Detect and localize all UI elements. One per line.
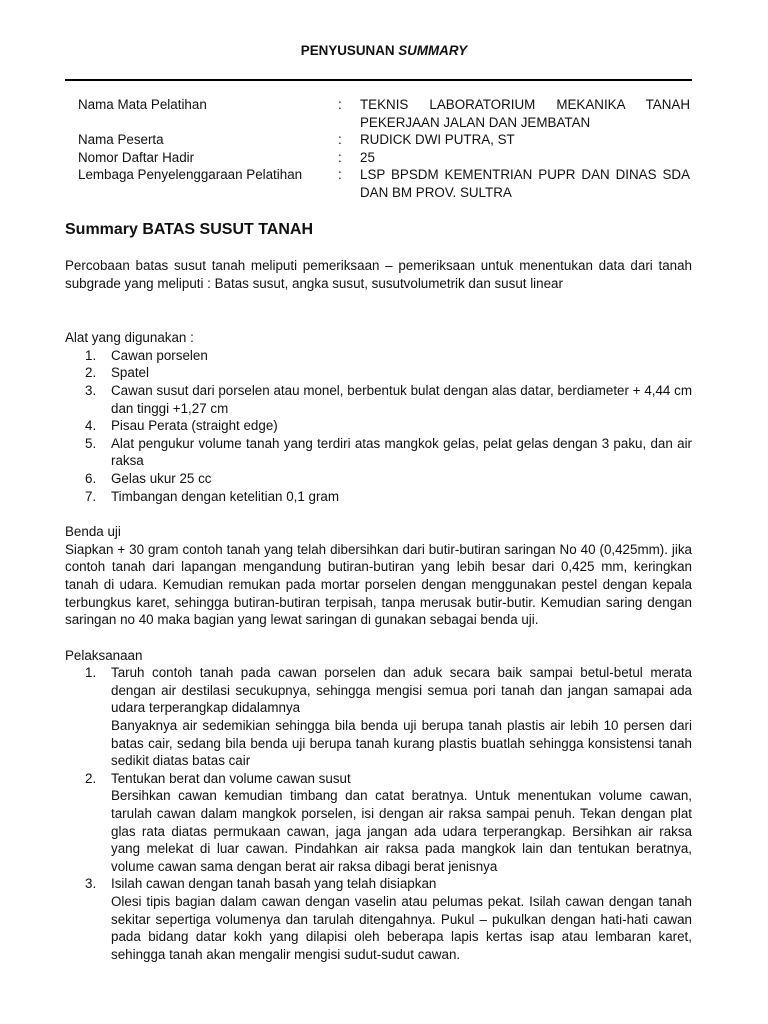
info-label: Lembaga Penyelenggaraan Pelatihan	[78, 167, 303, 183]
item-number: 2.	[85, 365, 97, 381]
info-value: LSP BPSDM KEMENTRIAN PUPR DAN DINAS SDA DAN BM PROV. SULTRA	[360, 167, 690, 200]
document-body	[65, 257, 692, 963]
summary-heading: Summary BATAS SUSUT TANAH	[65, 221, 314, 238]
item-number: 6.	[85, 470, 97, 486]
alat-list	[65, 347, 692, 505]
info-colon: :	[338, 132, 342, 148]
list-item	[65, 875, 692, 963]
item-number: 1.	[85, 665, 97, 681]
info-value: TEKNIS LABORATORIUM MEKANIKA TANAH PEKERJAAN JALAN DAN JEMBATAN	[360, 97, 690, 130]
item-number: 2.	[85, 770, 97, 786]
item-text: Spatel	[111, 365, 149, 381]
info-colon: :	[338, 167, 342, 183]
item-text: Timbangan dengan ketelitian 0,1 gram	[111, 488, 340, 504]
pelaksanaan-list	[65, 664, 692, 963]
item-number: 1.	[85, 347, 97, 363]
spacer	[65, 629, 692, 647]
item-text: Taruh contoh tanah pada cawan porselen dan aduk secara baik sampai betul-betul merata dengan air destilasi secukupnya, sehingga mengisi semua pori tanah dan jangan samapai ada udara terperangkap didalamnya	[111, 665, 692, 716]
list-item	[65, 382, 692, 417]
item-text: Tentukan berat dan volume cawan susut	[111, 770, 351, 786]
list-item	[65, 470, 692, 488]
benda-uji-heading: Benda uji	[65, 524, 121, 540]
item-number: 3.	[85, 382, 97, 398]
info-value: 25	[360, 149, 375, 165]
list-item	[65, 435, 692, 470]
header-divider	[65, 79, 692, 81]
list-item	[65, 770, 692, 876]
info-table	[78, 96, 690, 202]
item-text: Cawan porselen	[111, 347, 208, 363]
spacer	[65, 292, 692, 329]
item-detail: Olesi tipis bagian dalam cawan dengan vaselin atau pelumas pekat. Isilah cawan dengan tanah sekitar sepertiga volumenya dan tarulah ditengahnya. Pukul – pukulkan dengan hati-hati cawan pada bidang datar kokh yang dilapisi oleh beberapa lapis kertas isap atau lembaran karet, sehingga tanah akan mengalir mengisi sudut-sudut cawan.	[111, 894, 692, 962]
list-item	[65, 664, 692, 770]
info-row-peserta	[78, 131, 690, 149]
info-label: Nomor Daftar Hadir	[78, 149, 195, 165]
item-number: 7.	[85, 488, 97, 504]
item-text: Gelas ukur 25 cc	[111, 470, 212, 486]
item-detail: Bersihkan cawan kemudian timbang dan catat beratnya. Untuk menentukan volume cawan, tarulah cawan dalam mangkok porselen, isi dengan air raksa sampai penuh. Tekan dengan plat glas rata diatas permukaan cawan, jaga jangan ada udara terperangkap. Bersihkan air raksa yang melekat di luar cawan. Pindahkan air raksa pada mangkok lain dan tentukan beratnya, volume cawan sama dengan berat air raksa dibagi berat jenisnya	[111, 788, 692, 874]
item-number: 4.	[85, 418, 97, 434]
info-row-mata-pelatihan	[78, 96, 690, 131]
page-title	[0, 42, 768, 60]
info-colon: :	[338, 149, 342, 165]
info-row-daftar-hadir	[78, 149, 690, 167]
list-item	[65, 417, 692, 435]
item-text: Isilah cawan dengan tanah basah yang telah disiapkan	[111, 876, 437, 892]
benda-uji-paragraph: Siapkan + 30 gram contoh tanah yang telah dibersihkan dari butir-butiran saringan No 40 (0,425mm). jika contoh tanah dari lapangan mengandung butiran-butiran yang lebih besar dari 0,425 mm, keringkan tanah di udara. Kemudian remukan pada mortar porselen dengan menggunakan pestel dengan kepala terbungkus karet, sehingga butiran-butiran terpisah, tanpa merusak butir-butir. Kemudian saring dengan saringan no 40 maka bagian yang lewat saringan di gunakan sebagai benda uji.	[65, 541, 692, 628]
intro-paragraph: Percobaan batas susut tanah meliputi pemeriksaan – pemeriksaan untuk menentukan data dari tanah subgrade yang meliputi : Batas susut, angka susut, susutvolumetrik dan susut linear	[65, 258, 692, 291]
list-item	[65, 347, 692, 365]
item-text: Cawan susut dari porselen atau monel, berbentuk bulat dengan alas datar, berdiameter + 4,44 cm dan tinggi +1,27 cm	[111, 382, 692, 416]
item-number: 3.	[85, 876, 97, 892]
info-colon: :	[338, 97, 342, 112]
info-label: Nama Peserta	[78, 132, 164, 148]
list-item	[65, 364, 692, 382]
list-item	[65, 488, 692, 506]
item-text: Pisau Perata (straight edge)	[111, 418, 278, 434]
pelaksanaan-heading: Pelaksanaan	[65, 647, 143, 663]
title-italic: SUMMARY	[398, 43, 468, 58]
item-detail: Banyaknya air sedemikian sehingga bila benda uji berupa tanah plastis air lebih 10 persen dari batas cair, sedang bila benda uji berupa tanah kurang plastis buatlah sehingga konsistensi tanah sedikit diatas batas cair	[111, 718, 692, 769]
item-number: 5.	[85, 435, 97, 451]
alat-heading: Alat yang digunakan :	[65, 330, 194, 346]
info-row-lembaga	[78, 166, 690, 201]
title-prefix: PENYUSUNAN	[300, 43, 399, 58]
info-value: RUDICK DWI PUTRA, ST	[360, 132, 515, 148]
item-text: Alat pengukur volume tanah yang terdiri atas mangkok gelas, pelat gelas dengan 3 paku, dan air raksa	[111, 435, 692, 469]
info-label: Nama Mata Pelatihan	[78, 97, 207, 112]
spacer	[65, 505, 692, 523]
